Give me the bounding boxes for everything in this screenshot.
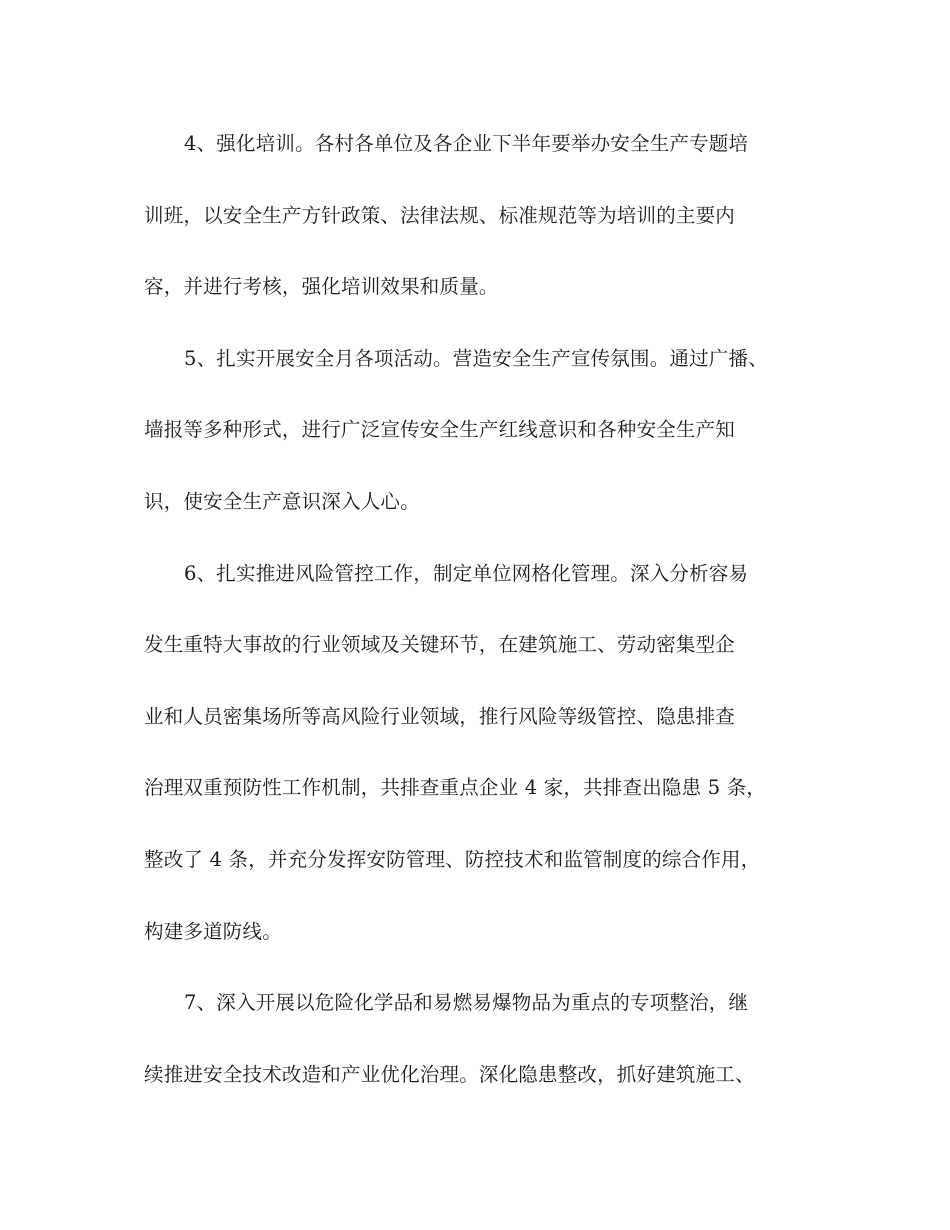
paragraph-6-line-3: 业和人员密集场所等高风险行业领域，推行风险等级管控、隐患排查 [144,704,736,728]
paragraph-5-line-3: 识，使安全生产意识深入人心。 [144,489,420,513]
document-body [144,124,814,1126]
paragraph-6-line-1: 6、扎实推进风险管控工作，制定单位网格化管理。深入分析容易 [184,561,749,585]
paragraph-6-line-5: 整改了 4 条，并充分发挥安防管理、防控技术和监管制度的综合作用， [144,847,761,871]
paragraph-4-line-3: 容，并进行考核，强化培训效果和质量。 [144,275,499,299]
paragraph-7-line-2: 续推进安全技术改造和产业优化治理。深化隐患整改，抓好建筑施工、 [144,1062,755,1086]
paragraph-6-line-2: 发生重特大事故的行业领域及关键环节，在建筑施工、劳动密集型企 [144,633,736,657]
paragraph-5-line-1: 5、扎实开展安全月各项活动。营造安全生产宣传氛围。通过广播、 [184,346,768,370]
paragraph-6-line-4: 治理双重预防性工作机制，共排查重点企业 4 家，共排查出隐患 5 条， [144,776,767,800]
paragraph-5-line-2: 墙报等多种形式，进行广泛宣传安全生产红线意识和各种安全生产知 [144,418,736,442]
paragraph-4-line-1: 4、强化培训。各村各单位及各企业下半年要举办安全生产专题培 [184,132,749,155]
paragraph-4-line-2: 训班，以安全生产方针政策、法律法规、标准规范等为培训的主要内 [144,203,736,227]
paragraph-7-line-1: 7、深入开展以危险化学品和易燃易爆物品为重点的专项整治，继 [184,991,749,1015]
paragraph-6-line-6: 构建多道防线。 [144,919,282,943]
